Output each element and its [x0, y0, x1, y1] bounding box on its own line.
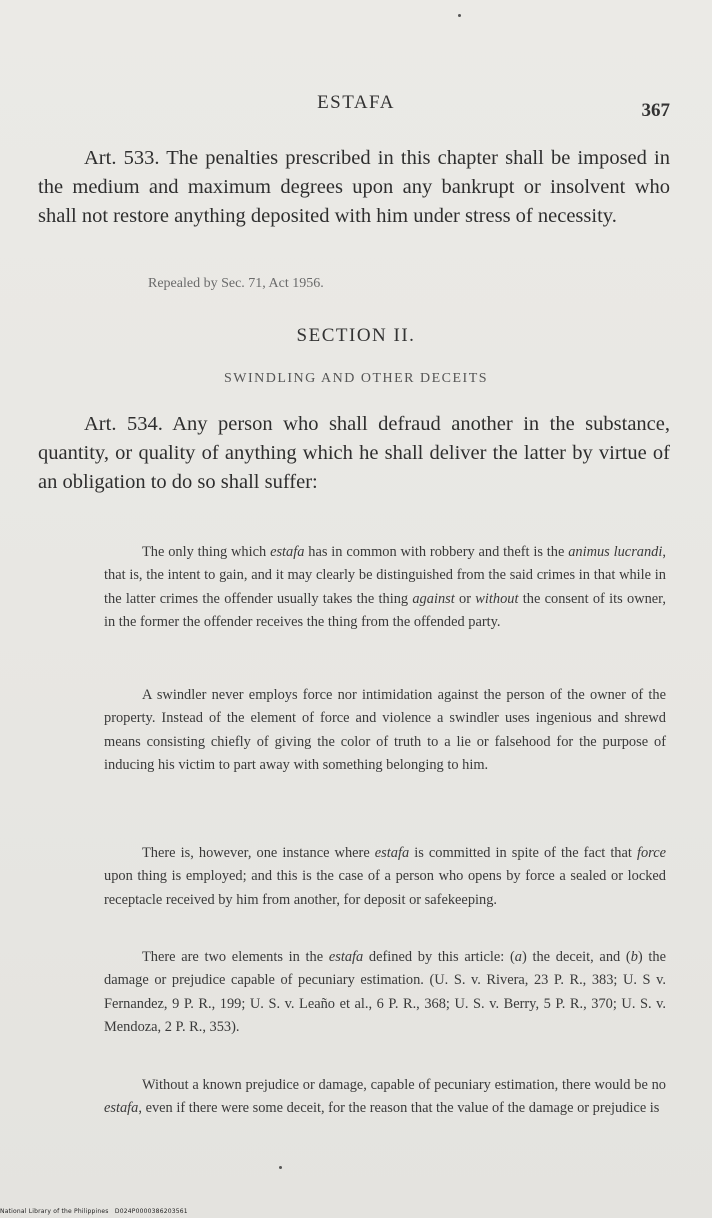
text-run: defined by this article: ( [363, 949, 515, 965]
page-speck [458, 14, 461, 17]
footer-library: National Library of the Philippines [0, 1208, 109, 1215]
running-title: ESTAFA [317, 92, 395, 113]
article-533-label: Art. 533. [84, 147, 160, 169]
repeal-note: Repealed by Sec. 71, Act 1956. [148, 276, 324, 291]
text-run: Without a known prejudice or damage, capable of pecuniary estimation, there would be no [142, 1077, 666, 1093]
text-run: There is, however, one instance where [142, 845, 375, 861]
text-run: is committed in spite of the fact that [409, 845, 637, 861]
italic-term: animus lucrandi [568, 544, 663, 560]
text-run: The only thing which [142, 544, 271, 560]
commentary-paragraph-1 [104, 541, 666, 635]
commentary-paragraph-5 [104, 1074, 666, 1121]
article-534-text: Any person who shall defraud another in the substance, quantity, or quality of anything which he shall deliver the latter by virtue of an obligation to do so shall suffer: [38, 413, 671, 493]
italic-term: a [514, 949, 522, 965]
italic-term: without [475, 590, 519, 607]
text-run: ) the deceit, and ( [522, 949, 631, 965]
text-run: the consent of its owner, in the former the offender receives the thing from the offended party. [104, 590, 666, 631]
text-run: A swindler never employs force nor intimidation against the person of the owner of the property. Instead of the element of force and violence a swindler uses ingenious and shrewd means consisting chiefly of giving the color of truth to a lie or falsehood for the purpose of inducing his victim to part away with something belonging to him. [104, 687, 666, 774]
article-534 [38, 410, 670, 497]
italic-term: estafa [104, 1100, 139, 1117]
italic-term: against [412, 590, 455, 607]
commentary-paragraph-2 [104, 684, 666, 778]
article-533 [38, 144, 670, 231]
italic-term: estafa [374, 845, 410, 861]
text-run: , that is, the intent to gain, and it may clearly be distinguished from the said crimes in that while in the latter crimes the offender usually takes the thing [104, 544, 666, 607]
article-533-text: The penalties prescribed in this chapter shall be imposed in the medium and maximum degrees upon any bankrupt or insolvent who shall not restore anything deposited with him under stress of necessity. [38, 147, 670, 227]
text-run: There are two elements in the [142, 949, 329, 965]
scan-footer [0, 1208, 188, 1215]
page-speck [279, 1166, 282, 1169]
page-number: 367 [641, 100, 670, 121]
italic-term: b [630, 949, 638, 965]
italic-term: estafa [328, 949, 364, 965]
italic-term: estafa [270, 544, 305, 560]
section-subheading: SWINDLING AND OTHER DECEITS [223, 371, 489, 386]
text-run: ) the damage or prejudice capable of pecuniary estimation. (U. S. v. Rivera, 23 P. R., 383; U. S v. Fernandez, 9 P. R., 199; U. S. v. Leaño et al., 6 P. R., 368; U. S. v. Berry, 5 P. R., 370; U. S. v. Mendoza, 2 P. R., 353). [104, 949, 666, 1036]
section-heading: SECTION II. [296, 325, 416, 346]
italic-term: force [636, 845, 667, 861]
commentary-paragraph-3 [104, 842, 666, 912]
text-run: has in common with robbery and theft is the [304, 544, 569, 560]
commentary-paragraph-4 [104, 946, 666, 1040]
article-534-label: Art. 534. [84, 413, 163, 435]
text-run: upon thing is employed; and this is the case of a person who opens by force a sealed or locked receptacle received by him from another, for deposit or safekeeping. [104, 868, 666, 908]
footer-code: D024P0000386203561 [114, 1208, 188, 1215]
text-run: or [454, 590, 476, 607]
text-run: , even if there were some deceit, for the reason that the value of the damage or prejudice is [138, 1100, 660, 1117]
